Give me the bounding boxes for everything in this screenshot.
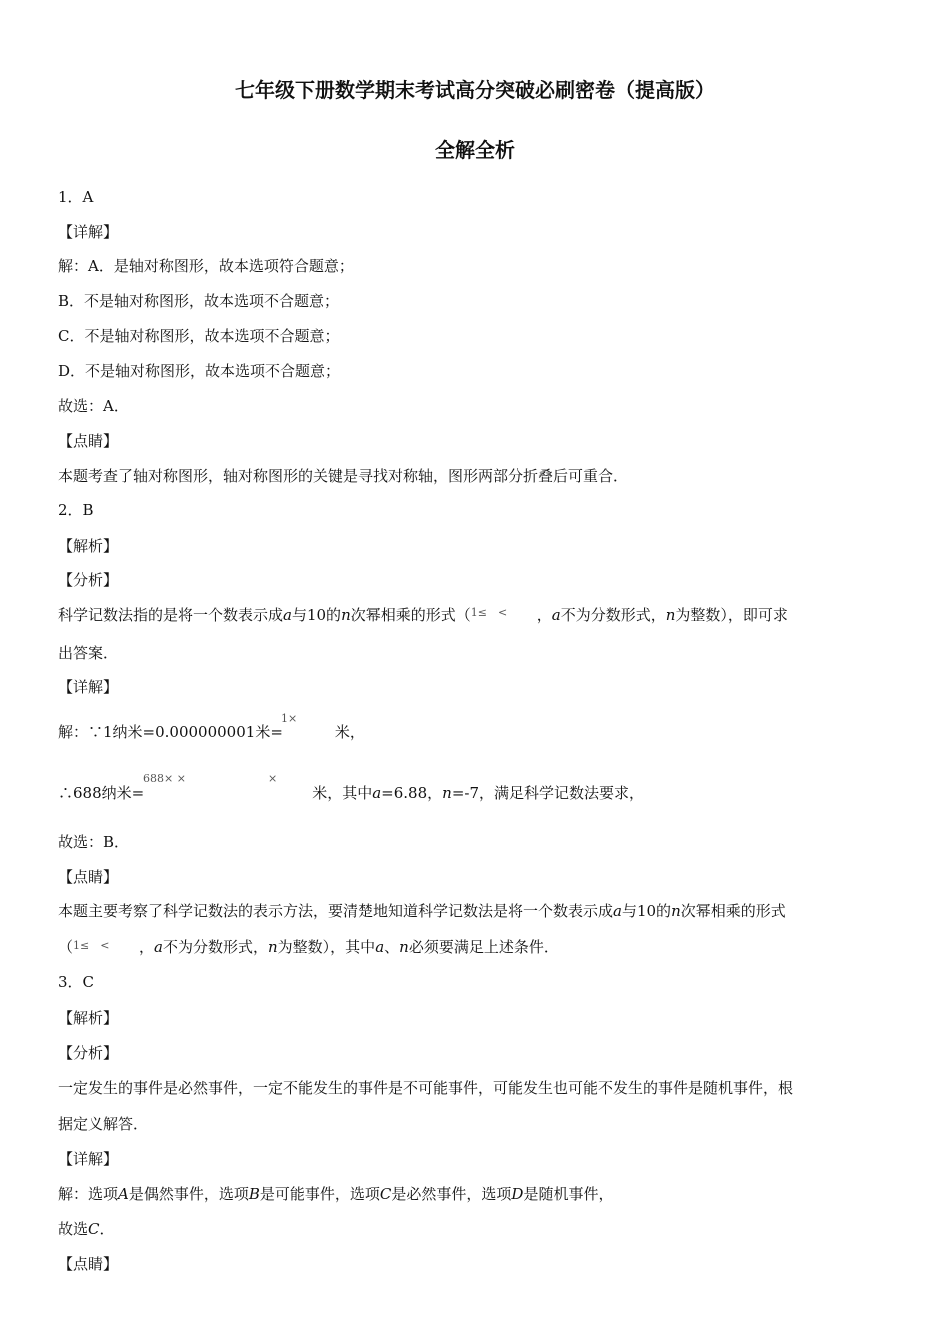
q3-detail-tag: 【详解】 — [58, 1150, 119, 1168]
q1-line-3: C．不是轴对称图形，故本选项不合题意； — [58, 327, 340, 345]
option-b: B — [248, 1185, 260, 1203]
q2-analysis-line-2: 出答案． — [58, 644, 119, 662]
variable-n: n — [341, 606, 351, 624]
q2-comment-line-2 — [58, 937, 559, 959]
q2-jiexi-tag: 【解析】 — [58, 537, 119, 555]
document-title: 七年级下册数学期末考试高分突破必刷密卷（提高版） — [235, 78, 715, 102]
q2-comment-text: 次幂相乘的形式 — [680, 902, 786, 920]
q1-heading: 1．A — [58, 188, 94, 206]
q3-analysis-line-1: 一定发生的事件是必然事件，一定不能发生的事件是不可能事件，可能发生也可能不发生的事件是随机事件，根 — [58, 1079, 794, 1097]
formula-fragment: 688× × — [143, 772, 186, 785]
q2-detail-text: =6.88， — [381, 784, 443, 802]
formula-fragment: 1≤ < — [470, 606, 508, 619]
q2-detail-text: =-7，满足科学记数法要求， — [451, 784, 644, 802]
q2-comment-text: ， — [139, 938, 155, 956]
q3-detail-text: 是可能事件，选项 — [259, 1185, 380, 1203]
q3-choice — [58, 1219, 115, 1239]
q3-choice-text: ． — [99, 1220, 115, 1238]
option-a: A — [118, 1185, 129, 1203]
formula-fragment: × — [268, 772, 278, 785]
q2-detail-text: 解：∵1纳米=0.000000001米= — [58, 723, 283, 741]
option-c: C — [88, 1220, 100, 1238]
document-subtitle: 全解全析 — [435, 138, 515, 162]
q2-comment-text: 为整数），其中 — [277, 938, 376, 956]
q1-comment: 本题考查了轴对称图形，轴对称图形的关键是寻找对称轴，图形两部分折叠后可重合． — [58, 467, 629, 485]
option-c: C — [379, 1185, 392, 1203]
q2-comment-line-1 — [58, 901, 786, 921]
q2-analysis-text: 次幂相乘的形式（ — [350, 606, 471, 624]
q2-detail-tag: 【详解】 — [58, 678, 119, 696]
q2-analysis-text: 与10的 — [291, 606, 342, 624]
q2-fenxi-tag: 【分析】 — [58, 571, 119, 589]
q1-line-1: 解：A．是轴对称图形，故本选项符合题意； — [58, 257, 354, 275]
q2-heading: 2．B — [58, 501, 94, 519]
variable-n: n — [671, 902, 681, 920]
q2-comment-tag: 【点睛】 — [58, 868, 119, 886]
q1-line-2: B．不是轴对称图形，故本选项不合题意； — [58, 292, 340, 310]
formula-fragment: 1≤ < — [73, 939, 110, 952]
variable-a: a — [154, 938, 163, 956]
q2-comment-text: 、 — [384, 938, 400, 956]
q2-detail-line-2 — [58, 783, 644, 803]
variable-a: a — [372, 784, 382, 802]
variable-n: n — [399, 938, 409, 956]
q3-detail-text: 是偶然事件，选项 — [128, 1185, 249, 1203]
q2-analysis-text: ， — [536, 606, 552, 624]
q3-choice-text: 故选 — [58, 1220, 89, 1238]
q3-detail-text: 是必然事件，选项 — [391, 1185, 512, 1203]
q1-choice: 故选：A． — [58, 397, 129, 415]
q3-detail-text: 是随机事件， — [523, 1185, 614, 1203]
q2-comment-text: 与10的 — [621, 902, 672, 920]
q2-choice: 故选：B． — [58, 833, 130, 851]
q2-detail-text: 米， — [334, 723, 365, 741]
q2-analysis-text: 不为分数形式， — [560, 606, 666, 624]
variable-n: n — [268, 938, 278, 956]
variable-a: a — [283, 606, 292, 624]
q2-comment-text: 本题主要考察了科学记数法的表示方法，要清楚地知道科学记数法是将一个数表示成 — [58, 902, 614, 920]
q2-detail-line-1 — [58, 722, 365, 742]
q2-comment-text: （ — [58, 938, 74, 956]
q2-detail-text: 米，其中 — [312, 784, 373, 802]
q1-detail-tag: 【详解】 — [58, 223, 119, 241]
option-d: D — [511, 1185, 524, 1203]
q1-comment-tag: 【点睛】 — [58, 432, 119, 450]
q3-jiexi-tag: 【解析】 — [58, 1009, 119, 1027]
q3-fenxi-tag: 【分析】 — [58, 1044, 119, 1062]
q3-analysis-line-2: 据定义解答． — [58, 1115, 149, 1133]
variable-a: a — [551, 606, 561, 624]
variable-n: n — [442, 784, 452, 802]
q3-heading: 3．C — [58, 973, 95, 991]
q2-analysis-line-1 — [58, 605, 788, 627]
q2-analysis-text: 科学记数法指的是将一个数表示成 — [58, 606, 284, 624]
q2-analysis-text: 为整数），即可求 — [675, 606, 788, 624]
q3-detail-line — [58, 1184, 613, 1204]
variable-a: a — [613, 902, 622, 920]
q2-comment-text: 不为分数形式， — [162, 938, 268, 956]
q3-detail-text: 解：选项 — [58, 1185, 119, 1203]
q3-comment-tag: 【点睛】 — [58, 1255, 119, 1273]
q2-comment-text: 必须要满足上述条件． — [408, 938, 559, 956]
variable-a: a — [375, 938, 385, 956]
q1-line-4: D．不是轴对称图形，故本选项不合题意； — [58, 362, 341, 380]
formula-fragment: 1× — [281, 712, 298, 725]
variable-n: n — [665, 606, 676, 624]
q2-detail-text: ∴688纳米= — [58, 784, 145, 802]
